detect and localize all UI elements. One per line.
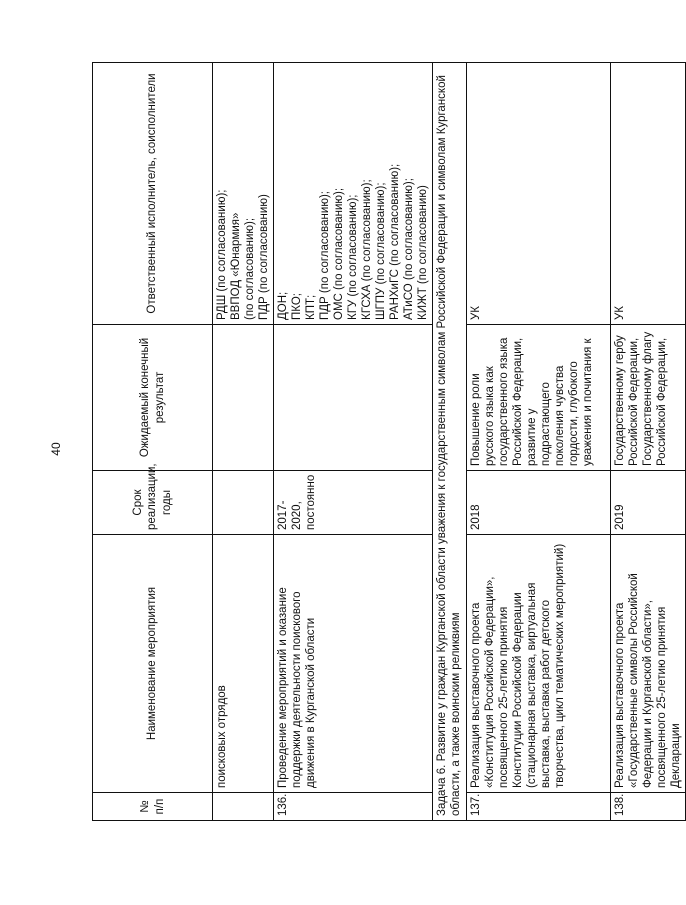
cont-no: [213, 793, 274, 821]
row-137-no: 137.: [467, 793, 611, 821]
row-138-no: 138.: [611, 793, 686, 821]
row-136-name: Проведение мероприятий и оказание поддержки деятельности поискового движения в Курганской области: [274, 535, 433, 793]
header-executors: Ответственный исполнитель, соисполнители: [93, 63, 213, 325]
row-137-executors: УК: [467, 63, 611, 325]
table-row-137: [467, 63, 611, 821]
row-136-executor-line: ШГПУ (по согласованию);: [375, 182, 388, 320]
row-136-executor-line: КГСХА (по согласованию);: [361, 179, 374, 320]
row-136-executor-line: ДОН;: [277, 291, 290, 320]
cont-executor-line: (по согласованию);: [244, 217, 257, 320]
row-136-term: 2017-2020, постоянно: [274, 471, 433, 535]
table-row-136: [274, 63, 433, 821]
plan-table: [92, 62, 686, 821]
table-row-138: [611, 63, 686, 821]
row-137-result: Повышение роли русского языка как государственного языка Российской Федерации, развитие у подрастающего поколения чувства гордости, глубокого уважения и почитания к: [467, 325, 611, 471]
row-136-result: [274, 325, 433, 471]
row-136-executors: [274, 63, 433, 325]
row-136-executor-line: КИЖТ (по согласованию): [417, 185, 430, 320]
row-136-executor-line: РАНХиГС (по согласованию);: [389, 163, 402, 320]
task-6-row: [433, 63, 467, 821]
row-136-no: 136.: [274, 793, 433, 821]
header-term: Срок реализации, годы: [93, 471, 213, 535]
table-row-continuation: [213, 63, 274, 821]
header-name: Наименование мероприятия: [93, 535, 213, 793]
page-number: 40: [49, 442, 63, 456]
cont-executor-line: РДШ (по согласованию);: [216, 189, 228, 320]
task-6-heading: Задача 6. Развитие у граждан Курганской области уважения к государственным символам Российской Федерации и символам Курганской области, а также воинским реликвиям: [433, 63, 467, 821]
rotated-page-container: [92, 63, 683, 821]
row-136-executor-line: КПТ;: [305, 294, 318, 320]
header-row: [93, 63, 213, 821]
cont-executor-line: ПДР (по согласованию): [258, 194, 271, 320]
cont-executor-line: ВВПОД «Юнармия»: [230, 212, 243, 320]
row-138-name: Реализация выставочного проекта «Государственные символы Российской Федерации и Курганской области», посвященного 25-летию принятия Декларации: [611, 535, 686, 793]
cont-result: [213, 325, 274, 471]
row-136-executor-line: ОМС (по согласованию);: [333, 187, 346, 320]
row-138-term: 2019: [611, 471, 686, 535]
row-137-name: Реализация выставочного проекта «Конституция Российской Федерации», посвященного 25-летию принятия Конституции Российской Федерации (стационарная выставка, виртуальная выставка, выставка работ детского творчества, цикл тематических мероприятий): [467, 535, 611, 793]
header-result: Ожидаемый конечный результат: [93, 325, 213, 471]
cont-term: [213, 471, 274, 535]
row-136-executor-line: ПДР (по согласованию);: [319, 191, 332, 320]
cont-name: поисковых отрядов: [213, 535, 274, 793]
row-138-result: Государственному гербу Российской Федерации, Государственному флагу Российской Федерации,: [611, 325, 686, 471]
row-136-executor-line: ПКО;: [291, 293, 304, 320]
row-138-executors: УК: [611, 63, 686, 325]
row-136-executor-line: КГУ (по согласованию);: [347, 194, 360, 320]
row-136-executor-line: АТиСО (по согласованию);: [403, 178, 416, 320]
header-no: № п/п: [93, 793, 213, 821]
row-137-term: 2018: [467, 471, 611, 535]
rotated-table-frame: [92, 63, 683, 821]
cont-executors: [213, 63, 274, 325]
